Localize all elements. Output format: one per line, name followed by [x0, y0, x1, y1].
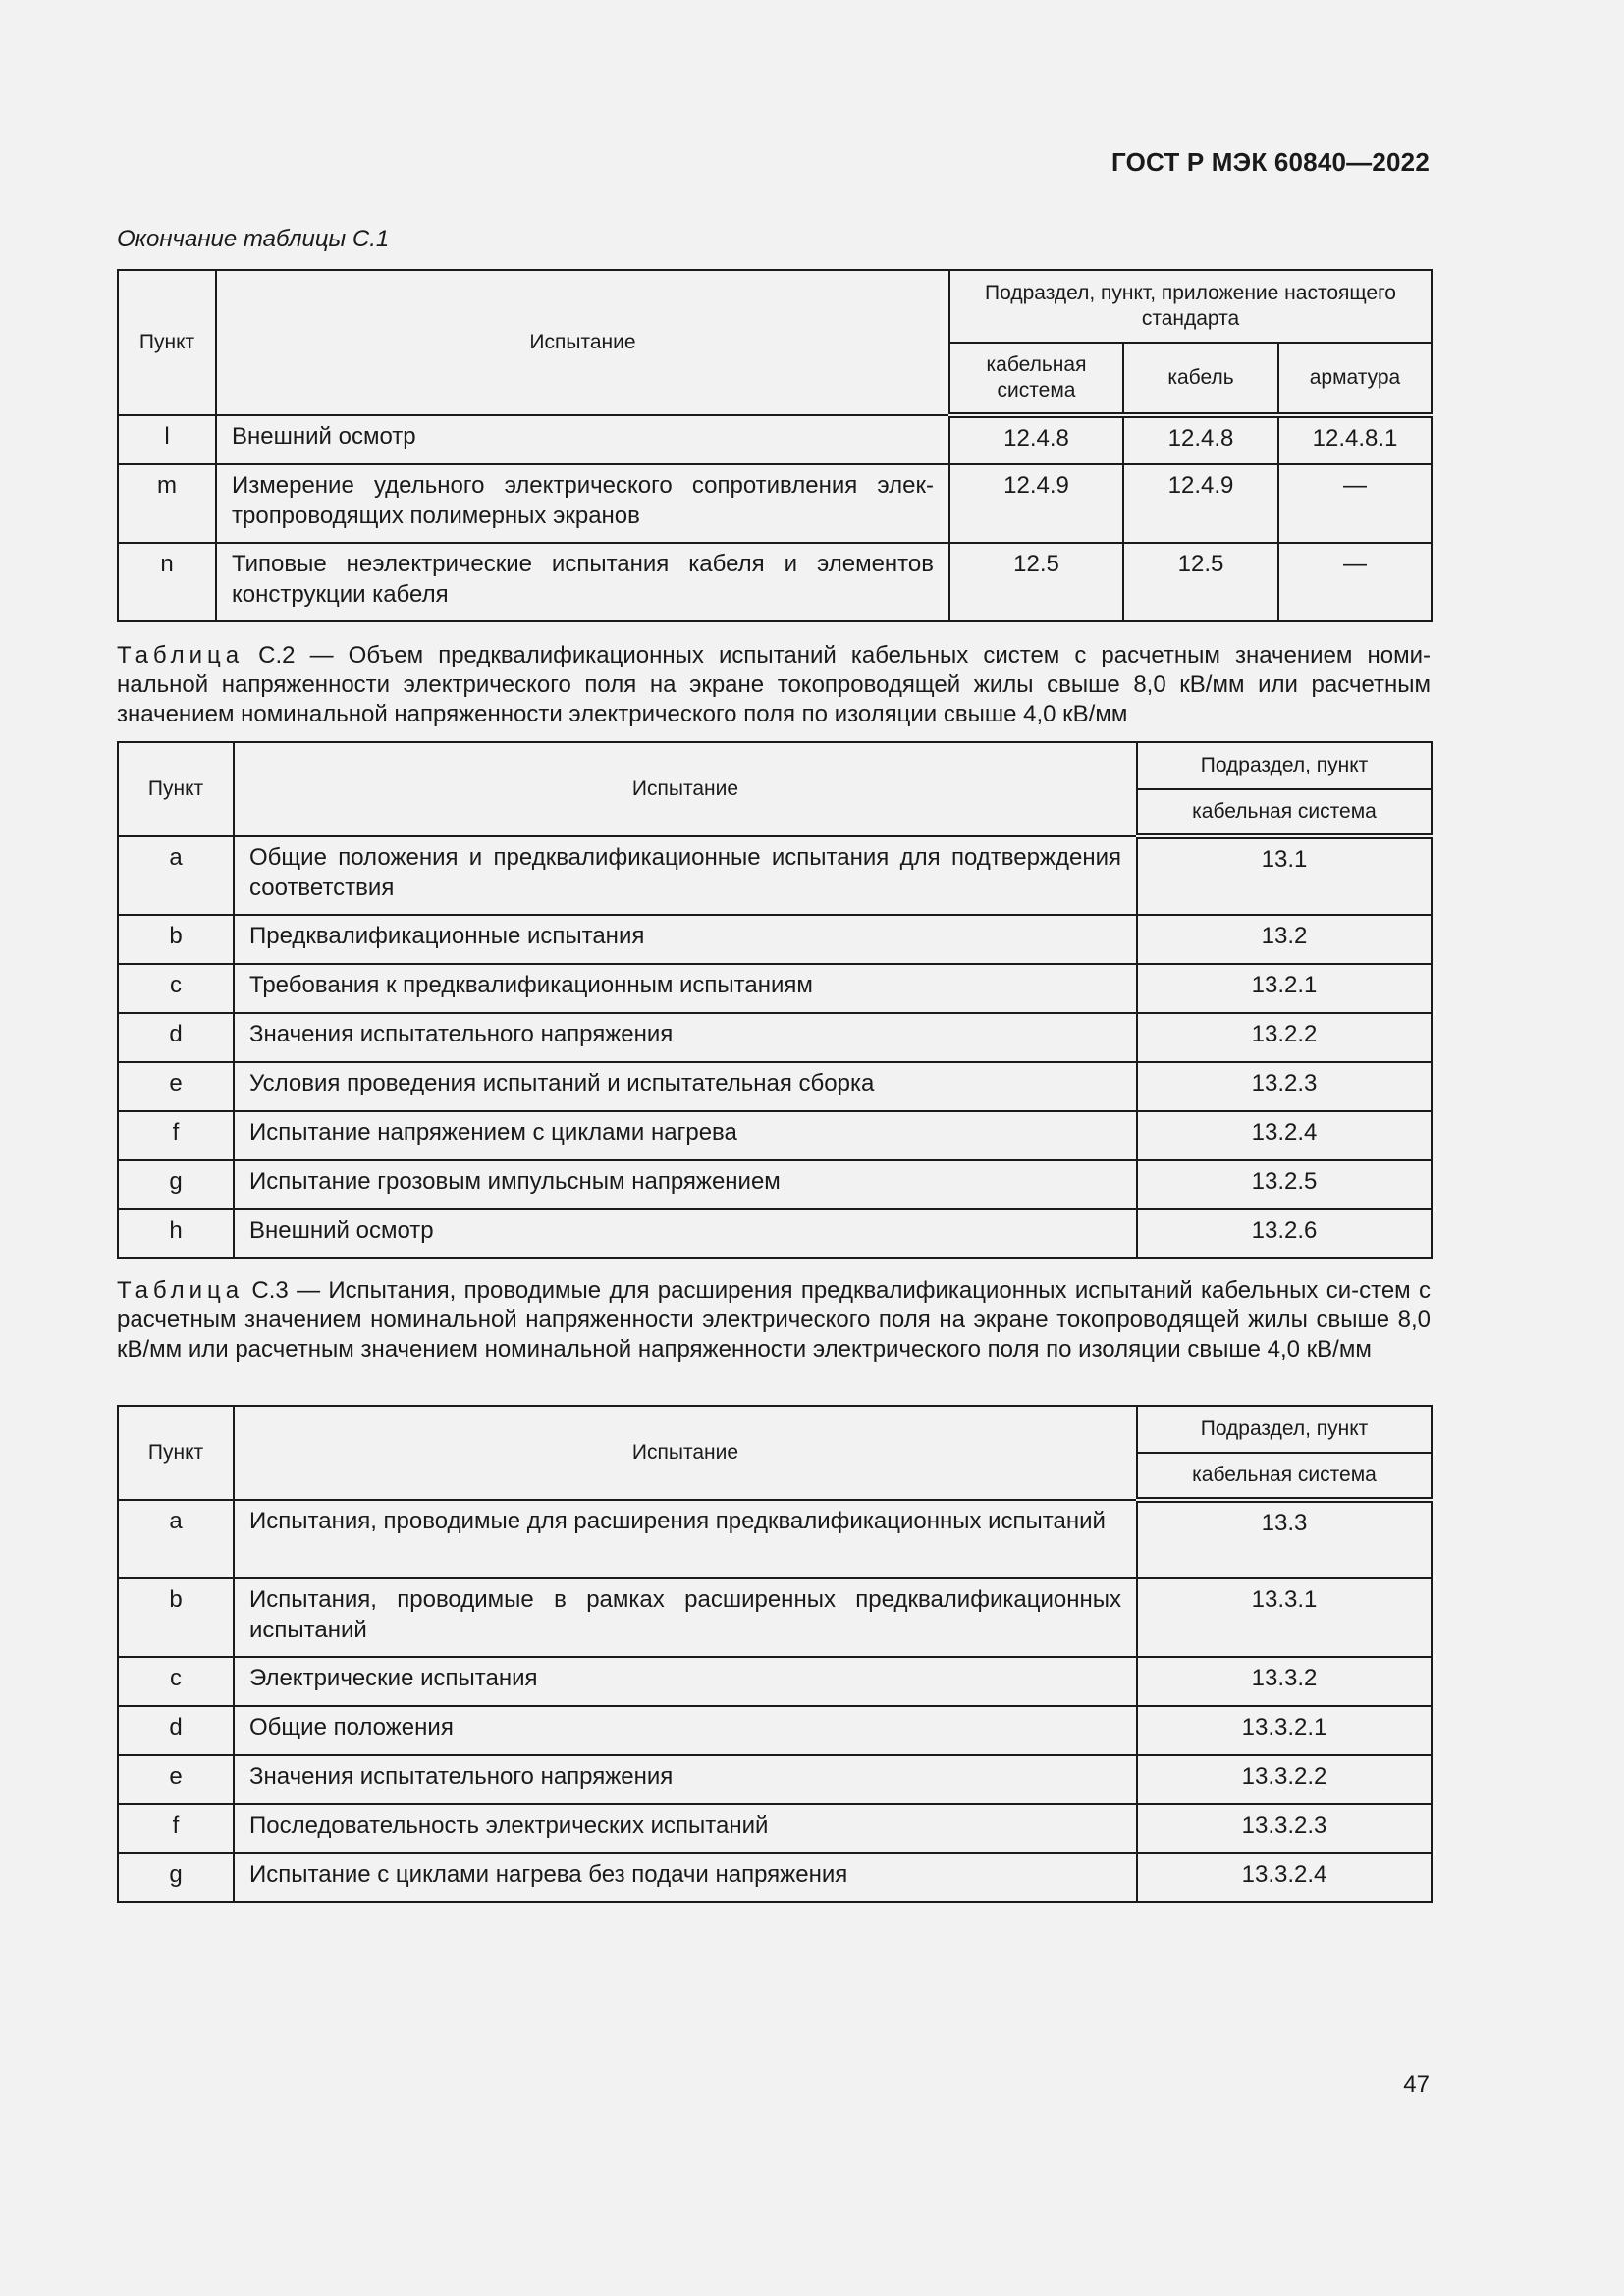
cell-ref: 13.1	[1137, 836, 1432, 915]
cell-item: m	[118, 464, 216, 543]
cell-system: 12.5	[949, 543, 1123, 621]
cell-ref: 13.2.4	[1137, 1111, 1432, 1160]
header-item: Пункт	[118, 270, 216, 415]
cell-ref: 13.2.2	[1137, 1013, 1432, 1062]
cell-test: Внешний осмотр	[216, 415, 949, 464]
header-ref-group: Подраздел, пункт	[1137, 1406, 1432, 1453]
cell-test: Внешний осмотр	[234, 1209, 1137, 1258]
table-c2-caption-text: С.2 — Объем предквалификационных испытаний кабельных систем с расчетным значением номи-нальной напряженности электрического поля на экране токопроводящей жилы свыше 8,0 кВ/мм или расчетным значением номинальной напряженности электрического поля по изоляции свыше 4,0 кВ/мм	[117, 642, 1431, 727]
table-row	[118, 915, 1432, 964]
cell-item: l	[118, 415, 216, 464]
table-row	[118, 1062, 1432, 1111]
cell-test: Условия проведения испытаний и испытательная сборка	[234, 1062, 1137, 1111]
cell-item: d	[118, 1706, 234, 1755]
cell-item: d	[118, 1013, 234, 1062]
table-row	[118, 1500, 1432, 1578]
header-system: кабельная система	[1137, 789, 1432, 836]
cell-ref: 13.2.3	[1137, 1062, 1432, 1111]
cell-item: e	[118, 1062, 234, 1111]
cell-item: a	[118, 836, 234, 915]
cell-test: Общие положения	[234, 1706, 1137, 1755]
cell-item: a	[118, 1500, 234, 1578]
table-row	[118, 964, 1432, 1013]
cell-item: b	[118, 915, 234, 964]
cell-test: Испытания, проводимые в рамках расширенных предквалификационных испытаний	[234, 1578, 1137, 1657]
header-system: кабельная система	[949, 343, 1123, 415]
header-cable: кабель	[1123, 343, 1278, 415]
table-c2	[117, 741, 1433, 1259]
table-row	[118, 543, 1432, 621]
cell-ref: 13.2.5	[1137, 1160, 1432, 1209]
table-c2-caption	[117, 641, 1431, 729]
header-test: Испытание	[216, 270, 949, 415]
header-ref-group: Подраздел, пункт	[1137, 742, 1432, 789]
cell-cable: 12.4.8	[1123, 415, 1278, 464]
cell-system: 12.4.8	[949, 415, 1123, 464]
table-row	[118, 1013, 1432, 1062]
cell-test: Измерение удельного электрического сопротивления элек-тропроводящих полимерных экранов	[216, 464, 949, 543]
cell-test: Значения испытательного напряжения	[234, 1013, 1137, 1062]
table-c3-caption	[117, 1276, 1431, 1364]
cell-test: Испытания, проводимые для расширения предквалификационных испытаний	[234, 1500, 1137, 1578]
cell-test: Общие положения и предквалификационные испытания для подтверждения соответствия	[234, 836, 1137, 915]
cell-ref: 13.3.2	[1137, 1657, 1432, 1706]
page-number: 47	[1403, 2071, 1430, 2098]
cell-ref: 13.3.2.3	[1137, 1804, 1432, 1853]
table-row	[118, 1111, 1432, 1160]
cell-item: g	[118, 1853, 234, 1902]
table-row	[118, 1755, 1432, 1804]
header-ref-group: Подраздел, пункт, приложение настоящего стандарта	[949, 270, 1432, 343]
table-row	[118, 836, 1432, 915]
cell-item: b	[118, 1578, 234, 1657]
cell-item: h	[118, 1209, 234, 1258]
header-test: Испытание	[234, 1406, 1137, 1500]
cell-test: Испытание напряжением с циклами нагрева	[234, 1111, 1137, 1160]
document-id: ГОСТ Р МЭК 60840—2022	[1110, 147, 1430, 177]
table-row	[118, 1160, 1432, 1209]
cell-ref: 13.3.2.4	[1137, 1853, 1432, 1902]
cell-test: Требования к предквалификационным испытаниям	[234, 964, 1137, 1013]
cell-test: Испытание грозовым импульсным напряжением	[234, 1160, 1137, 1209]
table-row	[118, 1706, 1432, 1755]
cell-test: Последовательность электрических испытаний	[234, 1804, 1137, 1853]
table-c1	[117, 269, 1433, 622]
table-row	[118, 464, 1432, 543]
header-item: Пункт	[118, 742, 234, 836]
header-item: Пункт	[118, 1406, 234, 1500]
table-c2-caption-word: Таблица	[117, 642, 244, 668]
table-c3-caption-text: С.3 — Испытания, проводимые для расширения предквалификационных испытаний кабельных си-стем с расчетным значением номинальной напряженности электрического поля на экране токопроводящей жилы свыше 8,0 кВ/мм или расчетным значением номинальной напряженности электрического поля по изоляции свыше 4,0 кВ/мм	[117, 1277, 1431, 1362]
cell-item: e	[118, 1755, 234, 1804]
cell-fittings: 12.4.8.1	[1278, 415, 1432, 464]
cell-item: c	[118, 1657, 234, 1706]
cell-item: n	[118, 543, 216, 621]
table-row	[118, 1853, 1432, 1902]
cell-ref: 13.3	[1137, 1500, 1432, 1578]
cell-cable: 12.4.9	[1123, 464, 1278, 543]
cell-ref: 13.3.2.1	[1137, 1706, 1432, 1755]
cell-fittings: —	[1278, 464, 1432, 543]
cell-fittings: —	[1278, 543, 1432, 621]
cell-test: Предквалификационные испытания	[234, 915, 1137, 964]
cell-test: Значения испытательного напряжения	[234, 1755, 1137, 1804]
table-row	[118, 1657, 1432, 1706]
cell-item: f	[118, 1804, 234, 1853]
cell-item: c	[118, 964, 234, 1013]
cell-ref: 13.2.1	[1137, 964, 1432, 1013]
header-test: Испытание	[234, 742, 1137, 836]
cell-ref: 13.3.2.2	[1137, 1755, 1432, 1804]
cell-test: Типовые неэлектрические испытания кабеля и элементов конструкции кабеля	[216, 543, 949, 621]
table-c3	[117, 1405, 1433, 1903]
cell-item: g	[118, 1160, 234, 1209]
table-c1-continuation-label: Окончание таблицы С.1	[117, 226, 390, 252]
cell-test: Испытание с циклами нагрева без подачи напряжения	[234, 1853, 1137, 1902]
table-row	[118, 1804, 1432, 1853]
table-row	[118, 1578, 1432, 1657]
header-system: кабельная система	[1137, 1453, 1432, 1500]
table-c3-caption-word: Таблица	[117, 1277, 244, 1304]
table-row	[118, 1209, 1432, 1258]
cell-ref: 13.2	[1137, 915, 1432, 964]
cell-ref: 13.2.6	[1137, 1209, 1432, 1258]
cell-system: 12.4.9	[949, 464, 1123, 543]
cell-test: Электрические испытания	[234, 1657, 1137, 1706]
header-fittings: арматура	[1278, 343, 1432, 415]
cell-cable: 12.5	[1123, 543, 1278, 621]
cell-item: f	[118, 1111, 234, 1160]
table-row	[118, 415, 1432, 464]
cell-ref: 13.3.1	[1137, 1578, 1432, 1657]
